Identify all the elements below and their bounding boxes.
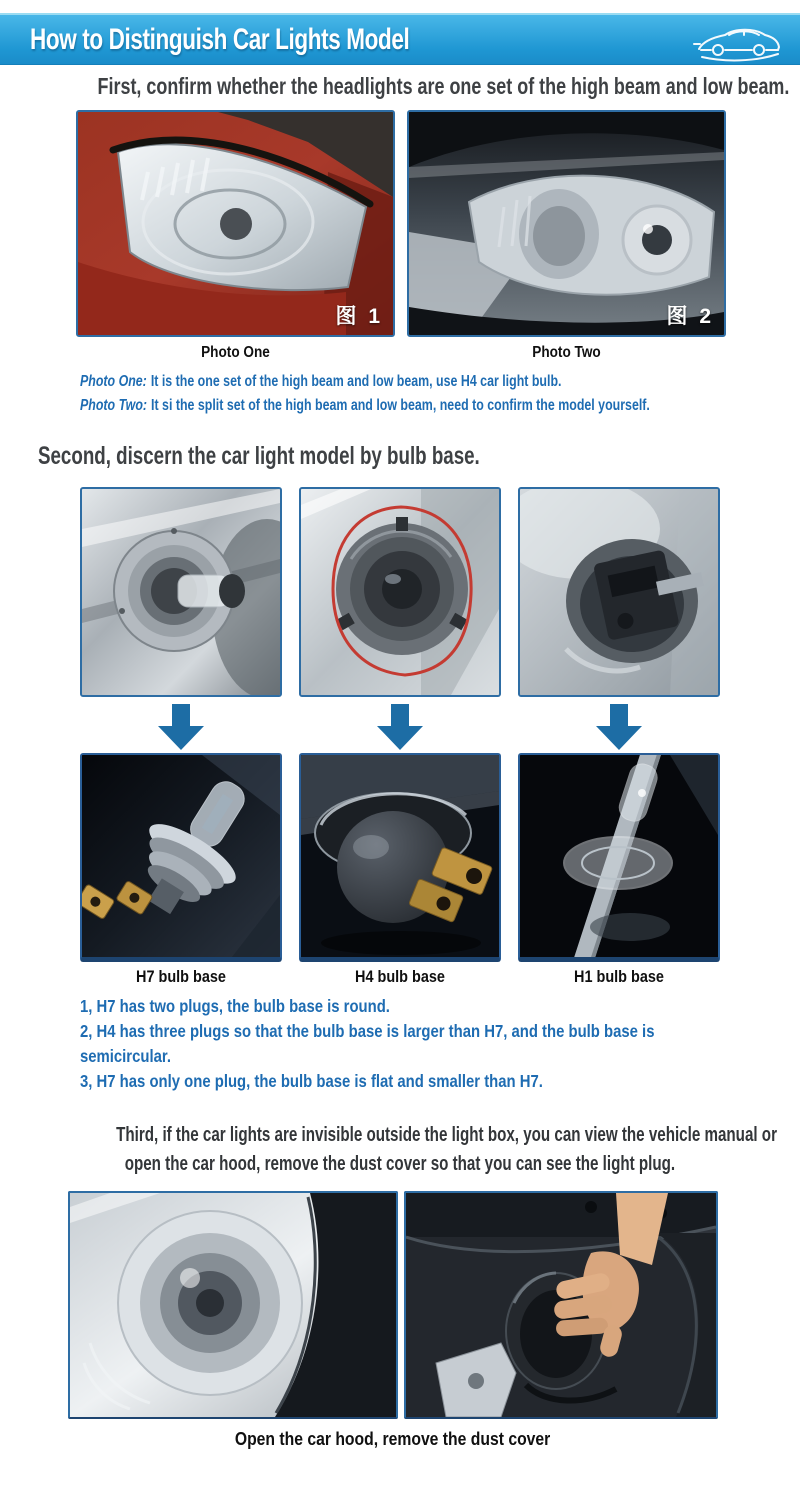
photo-one: [76, 110, 395, 337]
arrow-cell: [299, 704, 501, 750]
down-arrow-icon: [596, 704, 642, 750]
down-arrow-icon: [158, 704, 204, 750]
arrow-cell: [518, 704, 720, 750]
bulb-photo-h1: [518, 753, 720, 962]
bulb-h7-image: [82, 755, 280, 957]
bulb-photo-row: [80, 753, 720, 962]
figure-label-2: 图 2: [666, 305, 714, 328]
socket-photo-h1: [518, 487, 720, 697]
hood-photo-row: [68, 1191, 800, 1419]
bulb-label-h1: H1 bulb base: [574, 967, 664, 986]
socket-h1-image: [520, 489, 718, 695]
bulb-labels-row: [80, 967, 720, 987]
bulb-photo-h7: [80, 753, 282, 962]
socket-photo-row: [80, 487, 720, 697]
section1-heading: First, confirm whether the headlights are one set of the high beam and low beam.: [97, 73, 790, 99]
socket-h7-image: [82, 489, 280, 695]
hand-dust-cover-image: [406, 1193, 716, 1417]
page-title: How to Distinguish Car Lights Model: [30, 22, 410, 56]
bulb-points-list: [80, 994, 667, 1094]
bulb-label-h4: H4 bulb base: [355, 967, 445, 986]
projector-headlight-photo: [68, 1191, 398, 1419]
down-arrow-icon: [377, 704, 423, 750]
projector-headlight-image: [70, 1193, 396, 1417]
car-icon: [692, 22, 784, 62]
bulb-h4-image: [301, 755, 499, 957]
headlight-captions: [76, 344, 800, 362]
bulb-label-h7: H7 bulb base: [136, 967, 226, 986]
photo-two: [407, 110, 726, 337]
headlight-photo-row: [76, 110, 800, 337]
hood-caption: Open the car hood, remove the dust cover: [235, 1428, 551, 1449]
section2-heading: Second, discern the car light model by bulb base.: [38, 442, 480, 470]
figure-label-1: 图 1: [335, 305, 383, 328]
photo-two-caption: Photo Two: [532, 344, 601, 361]
socket-photo-h7: [80, 487, 282, 697]
section3-heading: Third, if the car lights are invisible outside the light box, you can view the vehicle manual or open the car hood, remove the dust cover so that you can see the light plug.: [116, 1123, 777, 1175]
photo-two-note: Photo Two: It si the split set of the high beam and low beam, need to confirm the model yourself.: [80, 397, 650, 414]
point-3: 3, H7 has only one plug, the bulb base is flat and smaller than H7.: [80, 1071, 543, 1091]
arrow-row: [80, 704, 720, 750]
socket-h4-image: [301, 489, 499, 695]
photo-one-caption: Photo One: [201, 344, 270, 361]
point-2: 2, H4 has three plugs so that the bulb base is larger than H7, and the bulb base is semicircular.: [80, 1021, 655, 1066]
photo-notes: [80, 370, 800, 418]
photo-one-note: Photo One: It is the one set of the high beam and low beam, use H4 car light bulb.: [80, 373, 562, 390]
bulb-h1-image: [520, 755, 718, 957]
bulb-photo-h4: [299, 753, 501, 962]
point-1: 1, H7 has two plugs, the bulb base is round.: [80, 996, 390, 1016]
arrow-cell: [80, 704, 282, 750]
socket-photo-h4: [299, 487, 501, 697]
hand-dust-cover-photo: [404, 1191, 718, 1419]
header-banner: [0, 13, 800, 65]
